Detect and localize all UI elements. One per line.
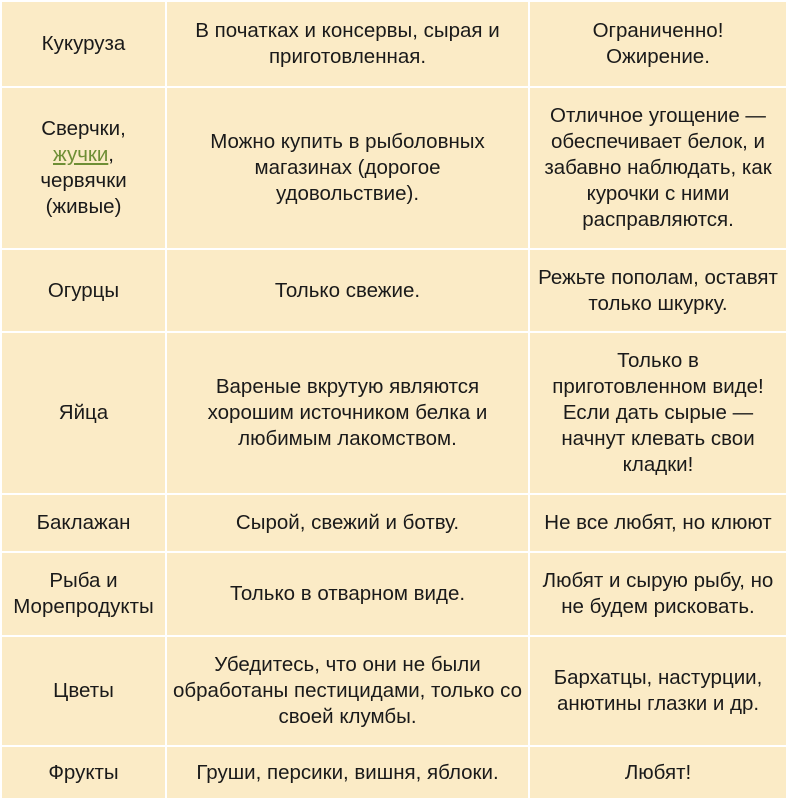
table-row bbox=[1, 332, 787, 494]
food-cell: Цветы bbox=[1, 636, 166, 746]
beetles-link[interactable]: жучки bbox=[53, 143, 109, 166]
table-row bbox=[1, 636, 787, 746]
how-cell: Можно купить в рыболовных магазинах (дорогое удовольствие). bbox=[166, 87, 529, 249]
food-text: Сверчки, bbox=[41, 117, 126, 140]
note-cell: Режьте пополам, оставят только шкурку. bbox=[529, 249, 787, 332]
note-cell: Отличное угощение — обеспечивает белок, и забавно наблюдать, как курочки с ними расправляются. bbox=[529, 87, 787, 249]
food-cell: Огурцы bbox=[1, 249, 166, 332]
table-row bbox=[1, 552, 787, 636]
note-cell: Бархатцы, настурции, анютины глазки и др. bbox=[529, 636, 787, 746]
how-cell: Только в отварном виде. bbox=[166, 552, 529, 636]
note-cell: Любят и сырую рыбу, но не будем рисковать. bbox=[529, 552, 787, 636]
food-cell bbox=[1, 87, 166, 249]
table-row bbox=[1, 1, 787, 87]
how-cell: Только свежие. bbox=[166, 249, 529, 332]
food-cell: Рыба и Морепродукты bbox=[1, 552, 166, 636]
how-cell: Груши, персики, вишня, яблоки. bbox=[166, 746, 529, 799]
food-cell: Кукуруза bbox=[1, 1, 166, 87]
table-row bbox=[1, 87, 787, 249]
food-text: , червячки (живые) bbox=[40, 143, 127, 218]
note-cell: Ограниченно! Ожирение. bbox=[529, 1, 787, 87]
note-cell: Любят! bbox=[529, 746, 787, 799]
table-row bbox=[1, 249, 787, 332]
food-cell: Фрукты bbox=[1, 746, 166, 799]
how-cell: Сырой, свежий и ботву. bbox=[166, 494, 529, 552]
how-cell: Убедитесь, что они не были обработаны пестицидами, только со своей клумбы. bbox=[166, 636, 529, 746]
how-cell: Вареные вкрутую являются хорошим источником белка и любимым лакомством. bbox=[166, 332, 529, 494]
table-row bbox=[1, 494, 787, 552]
food-cell: Яйца bbox=[1, 332, 166, 494]
how-cell: В початках и консервы, сырая и приготовленная. bbox=[166, 1, 529, 87]
note-cell: Только в приготовленном виде! Если дать сырые — начнут клевать свои кладки! bbox=[529, 332, 787, 494]
table-row bbox=[1, 746, 787, 799]
note-cell: Не все любят, но клюют bbox=[529, 494, 787, 552]
food-cell: Баклажан bbox=[1, 494, 166, 552]
